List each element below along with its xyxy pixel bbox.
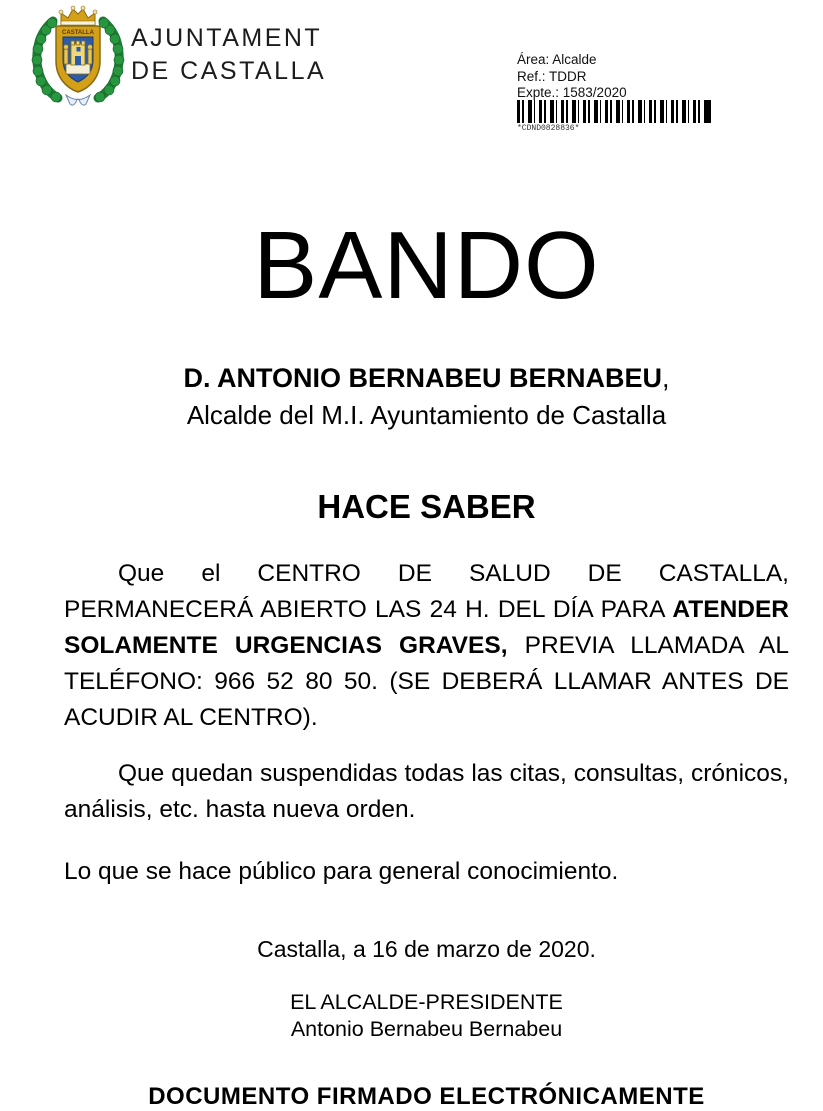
hace-saber-heading: HACE SABER: [317, 488, 536, 525]
issuer-name-line: [64, 362, 789, 399]
p1-start: Que el CENTRO DE SALUD DE CASTALLA, PERMANECERÁ ABIERTO LAS 24 H. DEL DÍA PARA: [64, 560, 789, 623]
page-title: BANDO: [253, 212, 600, 319]
barcode-text: *CDND0828836*: [517, 124, 580, 133]
issuer-block: [64, 362, 789, 432]
barcode: [517, 100, 708, 133]
meta-expte: Expte.: 1583/2020: [517, 85, 627, 100]
reference-block: [517, 52, 627, 102]
signer-title: EL ALCALDE-PRESIDENTE: [290, 990, 563, 1014]
crest-banner-text: CASTALLA: [62, 30, 94, 36]
paragraph-publico: Lo que se hace público para general conocimiento.: [64, 858, 619, 885]
dateline: Castalla, a 16 de marzo de 2020.: [257, 936, 596, 962]
meta-ref: Ref.: TDDR: [517, 68, 587, 84]
paragraph-citas-suspendidas: Que quedan suspendidas todas las citas, consultas, crónicos, análisis, etc. hasta nueva orden.: [64, 760, 789, 823]
issuer-name-comma: ,: [662, 363, 670, 393]
electronic-signature-note: DOCUMENTO FIRMADO ELECTRÓNICAMENTE: [148, 1083, 705, 1110]
issuer-name: D. ANTONIO BERNABEU BERNABEU: [183, 363, 662, 393]
issuer-role: Alcalde del M.I. Ayuntamiento de Castalla: [186, 400, 667, 430]
document-body: [0, 212, 823, 1111]
org-name: [131, 22, 326, 88]
meta-area: Área: Alcalde: [517, 52, 597, 67]
paragraph-centro-salud: [64, 556, 789, 736]
barcode-image: [517, 100, 711, 123]
ribbon: [66, 95, 90, 105]
coat-of-arms-icon: [30, 2, 126, 108]
document-header: [0, 0, 823, 148]
org-name-line1: AJUNTAMENT: [131, 24, 323, 52]
signer-name: Antonio Bernabeu Bernabeu: [290, 1017, 563, 1041]
p1-bold-urgencias: ATENDER SOLAMENTE URGENCIAS GRAVES,: [64, 596, 789, 659]
p1-end: PREVIA LLAMADA AL TELÉFONO: 966 52 80 50. (SE DEBERÁ LLAMAR ANTES DE ACUDIR AL CENTRO).: [64, 632, 790, 731]
shield: [56, 26, 100, 92]
signature-block: [64, 989, 789, 1043]
org-name-line2: DE CASTALLA: [131, 57, 327, 85]
crown: [59, 6, 97, 25]
